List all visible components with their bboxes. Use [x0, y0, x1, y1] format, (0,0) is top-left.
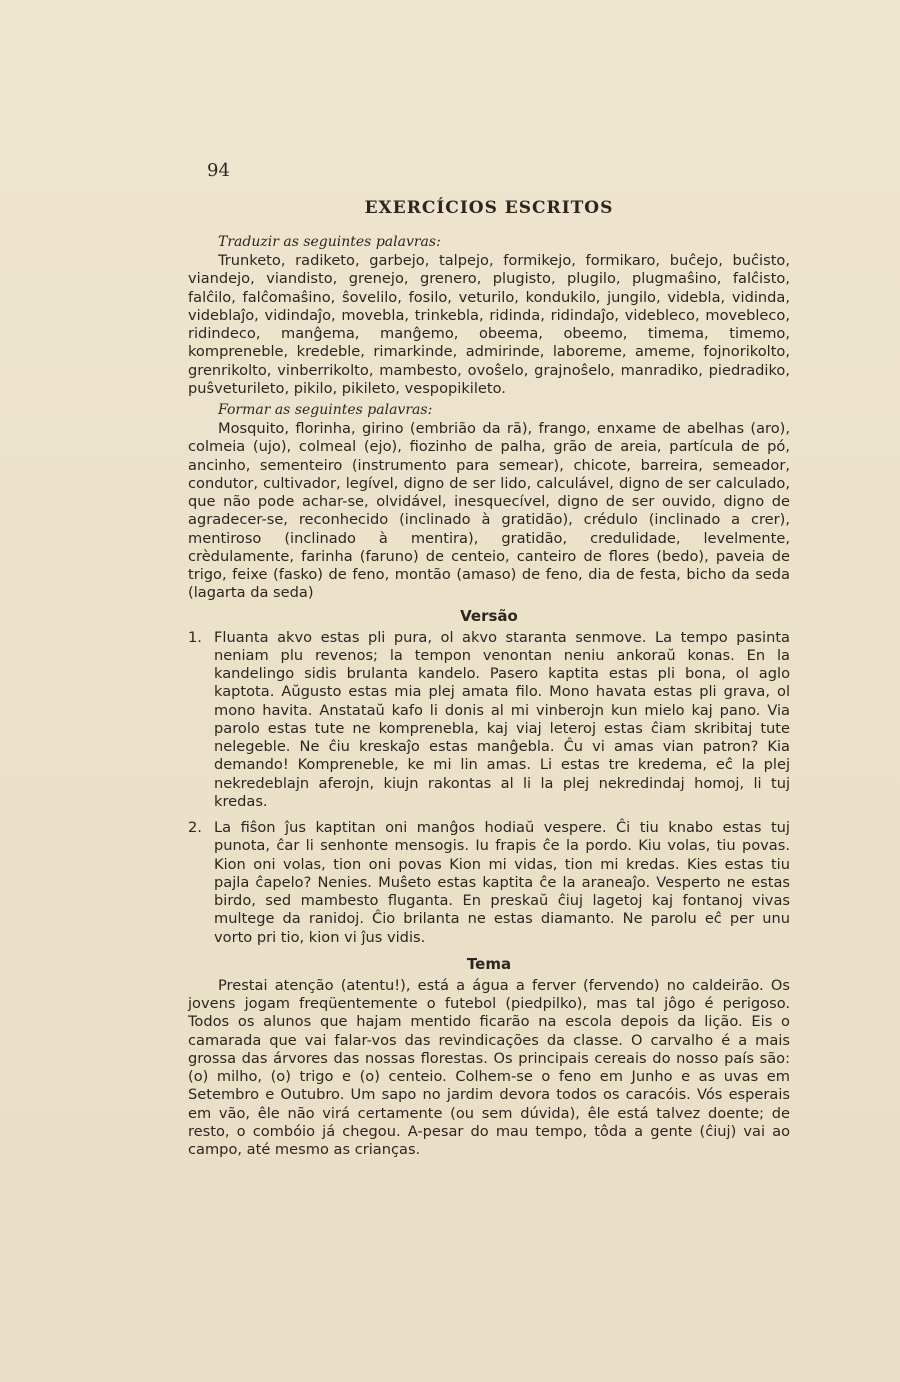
versao-item-number: 2.: [188, 819, 202, 836]
translate-word-list: Trunketo, radiketo, garbejo, talpejo, formikejo, formikaro, buĉejo, buĉisto, viandejo, viandisto, grenejo, grenero, plugisto, plugilo, plugmaŝino, falĉisto, falĉilo, falĉomaŝino, ŝovelilo, fosilo, veturilo, kondukilo, jungilo, videbla, vidinda, videblaĵo, vidindaĵo, movebla, trinkebla, ridinda, ridindaĵo, videbleco, movebleco, ridindeco, manĝema, manĝemo, obeema, obeemo, timema, timemo, kompreneble, kredeble, rimarkinde, admirinde, laboreme, ameme, fojnorikolto, grenrikolto, vinberrikolto, mambesto, ovoŝelo, grajnoŝelo, manradiko, piedradiko, puŝveturileto, pikilo, pikileto, vespopikileto.: [188, 252, 790, 397]
page-content: [188, 198, 790, 1163]
page-number: 94: [207, 160, 230, 181]
versao-item: [188, 629, 790, 812]
tema-paragraph: Prestai atenção (atentu!), está a água a ferver (fervendo) no caldeirão. Os jovens jogam freqüentemente o futebol (piedpilko), mas tal jôgo é perigoso. Todos os alunos que hajam mentido ficarão na escola depois da lição. Eis o camarada que vai falar-vos das revindicações da classe. O carvalho é a mais grossa das árvores das nossas florestas. Os principais cereais do nosso país são: (o) milho, (o) trigo e (o) centeio. Colhem-se o feno em Junho e as uvas em Setembro e Outubro. Um sapo no jardim devora todos os caracóis. Vós esperais em vão, êle não virá certamente (ou sem dúvida), êle está talvez doente; de resto, o combóio já chegou. A-pesar do mau tempo, tôda a gente (ĉiuj) vai ao campo, até mesmo as crianças.: [188, 976, 790, 1158]
tema-heading: Tema: [466, 954, 512, 973]
versao-item-text: Fluanta akvo estas pli pura, ol akvo staranta senmove. La tempo pasinta neniam plu revenos; la tempon venontan neniu ankoraŭ konas. En la kandelingo sidis brulanta kandelo. Pasero kaptita estas pli bona, ol aglo kaptota. Aŭgusto estas mia plej amata filo. Mono havata estas pli grava, ol mono havita. Anstataŭ kafo li donis al mi vinberojn kun mielo kaj pano. Via parolo estas tute ne komprenebla, kaj viaj leteroj estas ĉiam skribitaj tute nelegeble. Ne ĉiu kreskaĵo estas manĝebla. Ĉu vi amas vian patron? Kia demando! Kompreneble, ke mi lin amas. Li estas tre kredema, eĉ la plej nekredeblajn aferojn, kiujn rakontas al li la plej nekredindaj homoj, li tuj kredas.: [214, 628, 790, 810]
form-word-list: Mosquito, florinha, girino (embrião da rã), frango, enxame de abelhas (aro), colmeia (ujo), colmeal (ejo), fiozinho de palha, grão de areia, partícula de pó, ancinho, sementeiro (instrumento para semear), chicote, barreira, semeador, condutor, cultivador, legível, digno de ser lido, calculável, digno de ser calculado, que não pode achar-se, olvidável, inesquecível, digno de ser ouvido, digno de agradecer-se, reconhecido (inclinado à gratidão), crédulo (inclinado a crer), mentiroso (inclinado à mentira), gratidão, credulidade, levelmente, crèdulamente, farinha (faruno) de centeio, canteiro de flores (bedo), paveia de trigo, feixe (fasko) de feno, montão (amaso) de feno, dia de festa, bicho da seda (lagarta da seda): [188, 420, 790, 602]
instruction-form: Formar as seguintes palavras:: [218, 402, 433, 418]
versao-item-number: 1.: [188, 628, 202, 646]
versao-item: [188, 819, 790, 947]
versao-heading: Versão: [460, 606, 518, 625]
versao-item-text: La fiŝon ĵus kaptitan oni manĝos hodiaŭ vespere. Ĉi tiu knabo estas tuj punota, ĉar li senhonte mensogis. Iu frapis ĉe la pordo. Kiu volas, tiu povas. Kion oni volas, tion oni povas Kion mi vidas, tion mi kredas. Kies estas tiu pajla ĉapelo? Nenies. Muŝeto estas kaptita ĉe la araneaĵo. Vesperto ne estas birdo, sed mambesto fluganta. En preskaŭ ĉiuj lagetoj kaj fontanoj vivas multege da ranidoj. Ĉio brilanta ne estas diamanto. Ne parolu eĉ per unu vorto pri tio, kion vi ĵus vidis.: [214, 819, 790, 946]
instruction-translate: Traduzir as seguintes palavras:: [218, 234, 441, 250]
section-title: EXERCÍCIOS ESCRITOS: [364, 198, 614, 218]
